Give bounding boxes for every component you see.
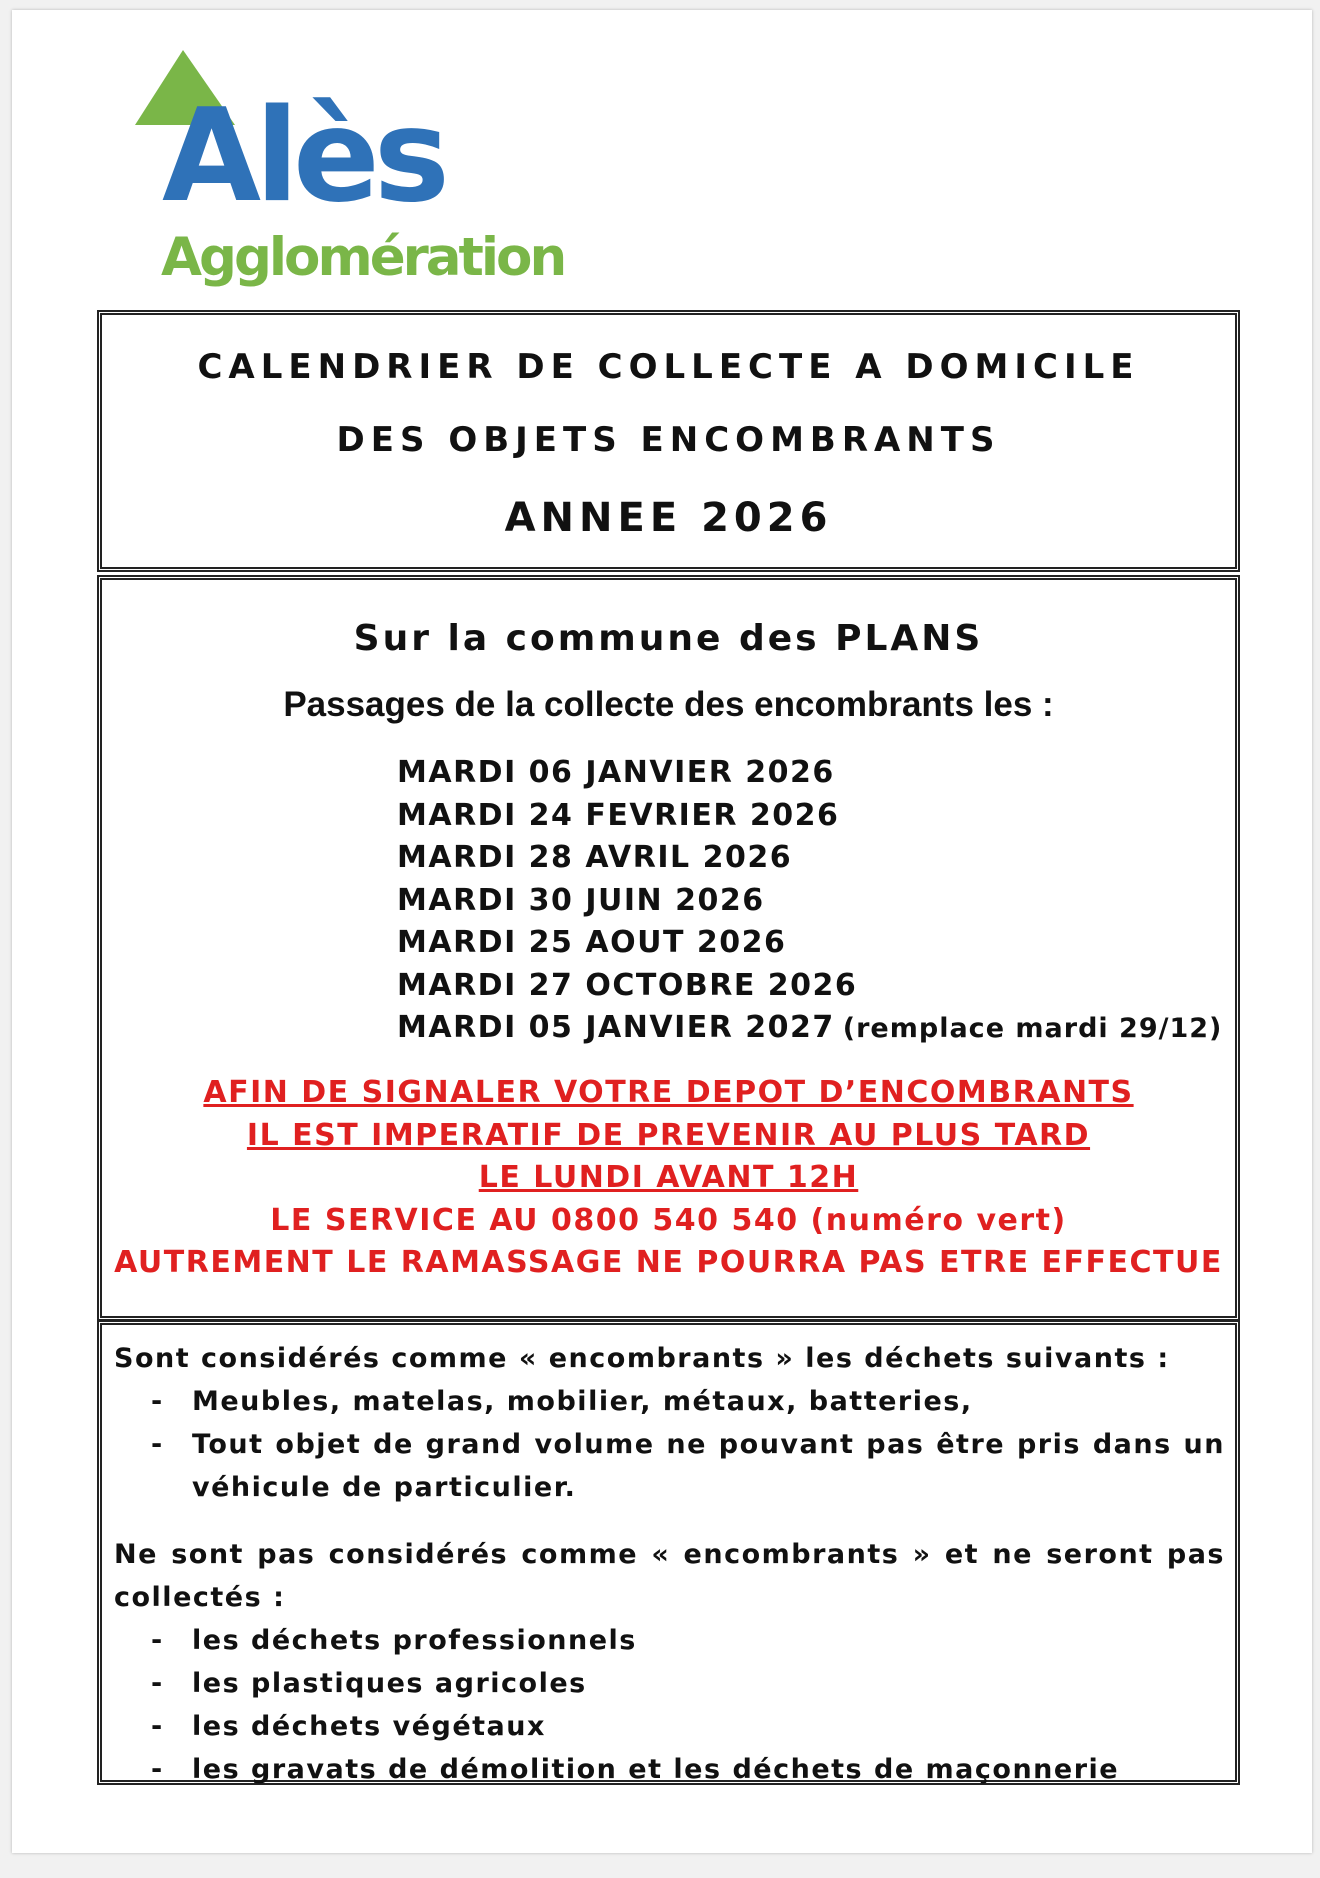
title-box bbox=[97, 310, 1240, 572]
rejected-intro-line-2: collectés : bbox=[114, 1582, 286, 1613]
logo-graphic bbox=[127, 50, 597, 290]
commune-heading: Sur la commune des PLANS bbox=[353, 618, 984, 659]
accepted-item: - Meubles, matelas, mobilier, métaux, batteries, bbox=[114, 1380, 1225, 1423]
collection-date-text: MARDI 05 JANVIER 2027 bbox=[397, 1010, 835, 1045]
list-dash: - bbox=[151, 1711, 164, 1742]
rejected-item: - les déchets professionnels bbox=[114, 1619, 1225, 1662]
title-line-2: DES OBJETS ENCOMBRANTS bbox=[336, 420, 1001, 460]
rejected-intro-line-1: Ne sont pas considérés comme « encombrants » et ne seront pas bbox=[114, 1539, 1225, 1570]
warning-line-2: IL EST IMPERATIF DE PREVENIR AU PLUS TARD bbox=[246, 1117, 1091, 1153]
accepted-list bbox=[114, 1380, 1225, 1509]
paragraph-gap bbox=[114, 1509, 1225, 1533]
logo-name-text: Alès bbox=[162, 82, 444, 231]
logo-subtitle-text: Agglomération bbox=[161, 227, 565, 288]
collection-date: MARDI 30 JUIN 2026 bbox=[397, 882, 765, 918]
info-text bbox=[114, 1337, 1225, 1791]
passages-intro: Passages de la collecte des encombrants les : bbox=[283, 685, 1054, 724]
warning-line-5: AUTREMENT LE RAMASSAGE NE POURRA PAS ETRE EFFECTUE bbox=[114, 1245, 1223, 1280]
collection-date: MARDI 24 FEVRIER 2026 bbox=[397, 797, 840, 833]
collection-date: MARDI 25 AOUT 2026 bbox=[397, 925, 787, 960]
rejected-list bbox=[114, 1619, 1225, 1791]
document-page bbox=[12, 10, 1312, 1853]
rejected-item: - les gravats de démolition et les déchets de maçonnerie bbox=[114, 1748, 1225, 1791]
ales-agglomeration-logo bbox=[127, 50, 597, 290]
info-box bbox=[97, 1320, 1240, 1785]
title-year: ANNEE 2026 bbox=[504, 495, 833, 541]
accepted-item: - Tout objet de grand volume ne pouvant pas être pris dans un bbox=[114, 1423, 1225, 1466]
collection-date: MARDI 06 JANVIER 2026 bbox=[397, 755, 835, 790]
title-line-1: CALENDRIER DE COLLECTE A DOMICILE bbox=[197, 347, 1140, 387]
collection-date-last bbox=[397, 1010, 1222, 1053]
list-dash: - bbox=[151, 1429, 164, 1460]
collection-date: MARDI 27 OCTOBRE 2026 bbox=[397, 967, 858, 1003]
warning-line-3: LE LUNDI AVANT 12H bbox=[478, 1160, 859, 1195]
warning-phone-line: LE SERVICE AU 0800 540 540 (numéro vert) bbox=[270, 1202, 1067, 1238]
warning-notice bbox=[102, 1075, 1235, 1288]
accepted-item-continuation: véhicule de particulier. bbox=[192, 1472, 577, 1503]
list-dash: - bbox=[151, 1625, 164, 1656]
list-dash: - bbox=[151, 1386, 164, 1417]
warning-line-1: AFIN DE SIGNALER VOTRE DEPOT D’ENCOMBRANTS bbox=[203, 1075, 1134, 1110]
rejected-item: - les plastiques agricoles bbox=[114, 1662, 1225, 1705]
collection-dates-list bbox=[397, 755, 1222, 1053]
accepted-intro: Sont considérés comme « encombrants » les déchets suivants : bbox=[114, 1343, 1170, 1374]
rejected-item: - les déchets végétaux bbox=[114, 1705, 1225, 1748]
collection-date: MARDI 28 AVRIL 2026 bbox=[397, 840, 793, 875]
list-dash: - bbox=[151, 1754, 164, 1785]
replacement-note: (remplace mardi 29/12) bbox=[842, 1013, 1223, 1044]
schedule-box bbox=[97, 575, 1240, 1321]
list-dash: - bbox=[151, 1668, 164, 1699]
